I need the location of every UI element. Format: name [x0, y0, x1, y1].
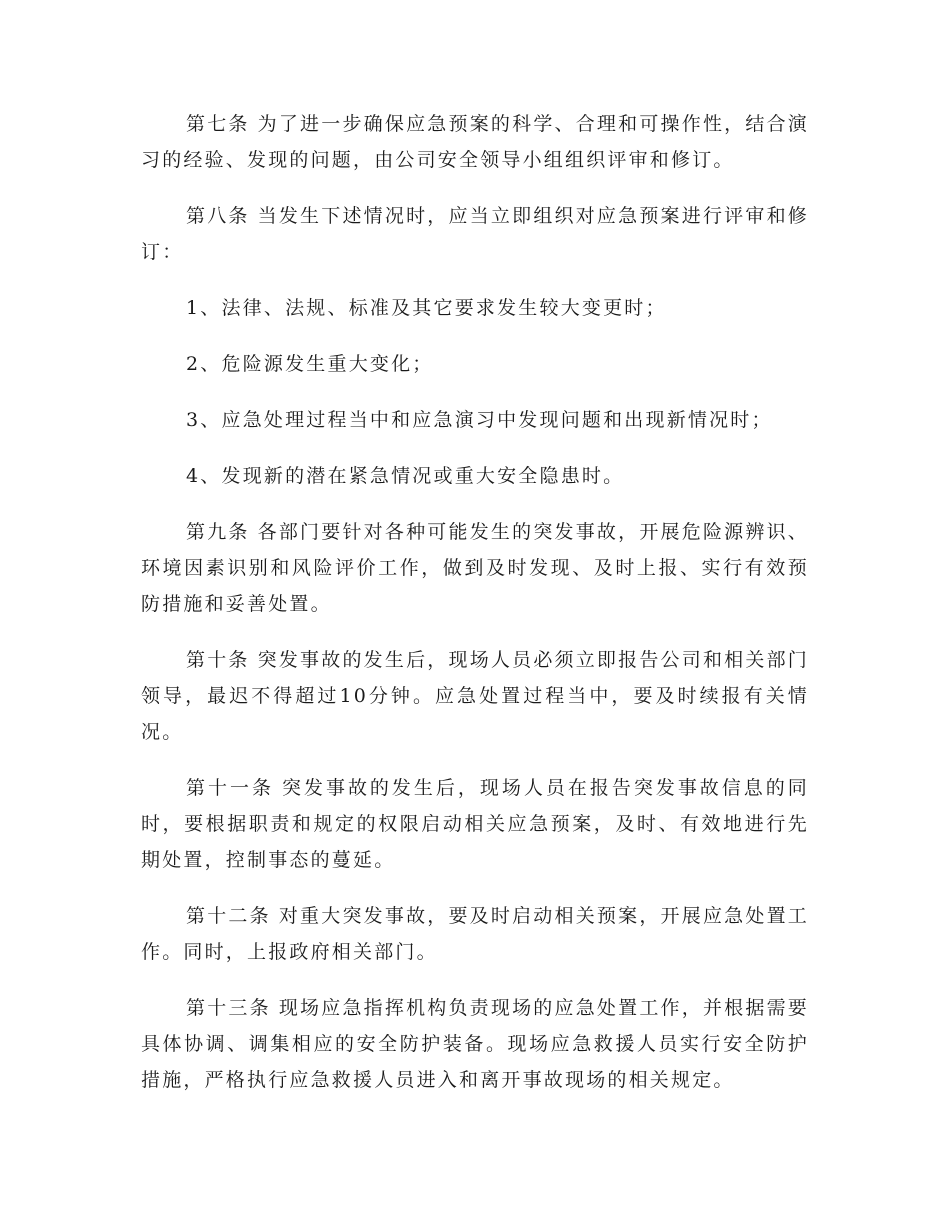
article-label: 第十二条 — [186, 905, 271, 927]
article-9 — [141, 514, 809, 622]
article-label: 第九条 — [186, 521, 250, 543]
article-label: 第十三条 — [186, 997, 271, 1019]
list-item: 2、危险源发生重大变化； — [186, 353, 434, 375]
article-13 — [141, 990, 809, 1098]
article-label: 第八条 — [186, 205, 250, 227]
article-12 — [141, 898, 809, 970]
article-10 — [141, 642, 809, 750]
article-label: 第七条 — [186, 113, 250, 135]
article-text: 突发事故的发生后，现场人员在报告突发事故信息的同时，要根据职责和规定的权限启动相关应急预案，及时、有效地进行先期处置，控制事态的蔓延。 — [141, 777, 809, 871]
article-8 — [141, 198, 809, 270]
article-text: 突发事故的发生后，现场人员必须立即报告公司和相关部门领导，最迟不得超过10分钟。应急处置过程当中，要及时续报有关情况。 — [141, 649, 809, 743]
article-7 — [141, 106, 809, 178]
article-text: 对重大突发事故，要及时启动相关预案，开展应急处置工作。同时，上报政府相关部门。 — [141, 905, 809, 963]
article-11 — [141, 770, 809, 878]
list-item: 4、发现新的潜在紧急情况或重大安全隐患时。 — [186, 465, 625, 487]
article-label: 第十条 — [186, 649, 250, 671]
article-label: 第十一条 — [186, 777, 274, 799]
article-text: 为了进一步确保应急预案的科学、合理和可操作性，结合演习的经验、发现的问题，由公司安全领导小组组织评审和修订。 — [141, 113, 809, 171]
document-body — [141, 106, 809, 1118]
article-text: 当发生下述情况时，应当立即组织对应急预案进行评审和修订： — [141, 205, 809, 263]
list-item: 1、法律、法规、标准及其它要求发生较大变更时； — [186, 297, 667, 319]
list-item: 3、应急处理过程当中和应急演习中发现问题和出现新情况时； — [186, 409, 773, 431]
article-text: 各部门要针对各种可能发生的突发事故，开展危险源辨识、环境因素识别和风险评价工作，做到及时发现、及时上报、实行有效预防措施和妥善处置。 — [141, 521, 809, 615]
article-text: 现场应急指挥机构负责现场的应急处置工作，并根据需要具体协调、调集相应的安全防护装备。现场应急救援人员实行安全防护措施，严格执行应急救援人员进入和离开事故现场的相关规定。 — [141, 997, 809, 1091]
